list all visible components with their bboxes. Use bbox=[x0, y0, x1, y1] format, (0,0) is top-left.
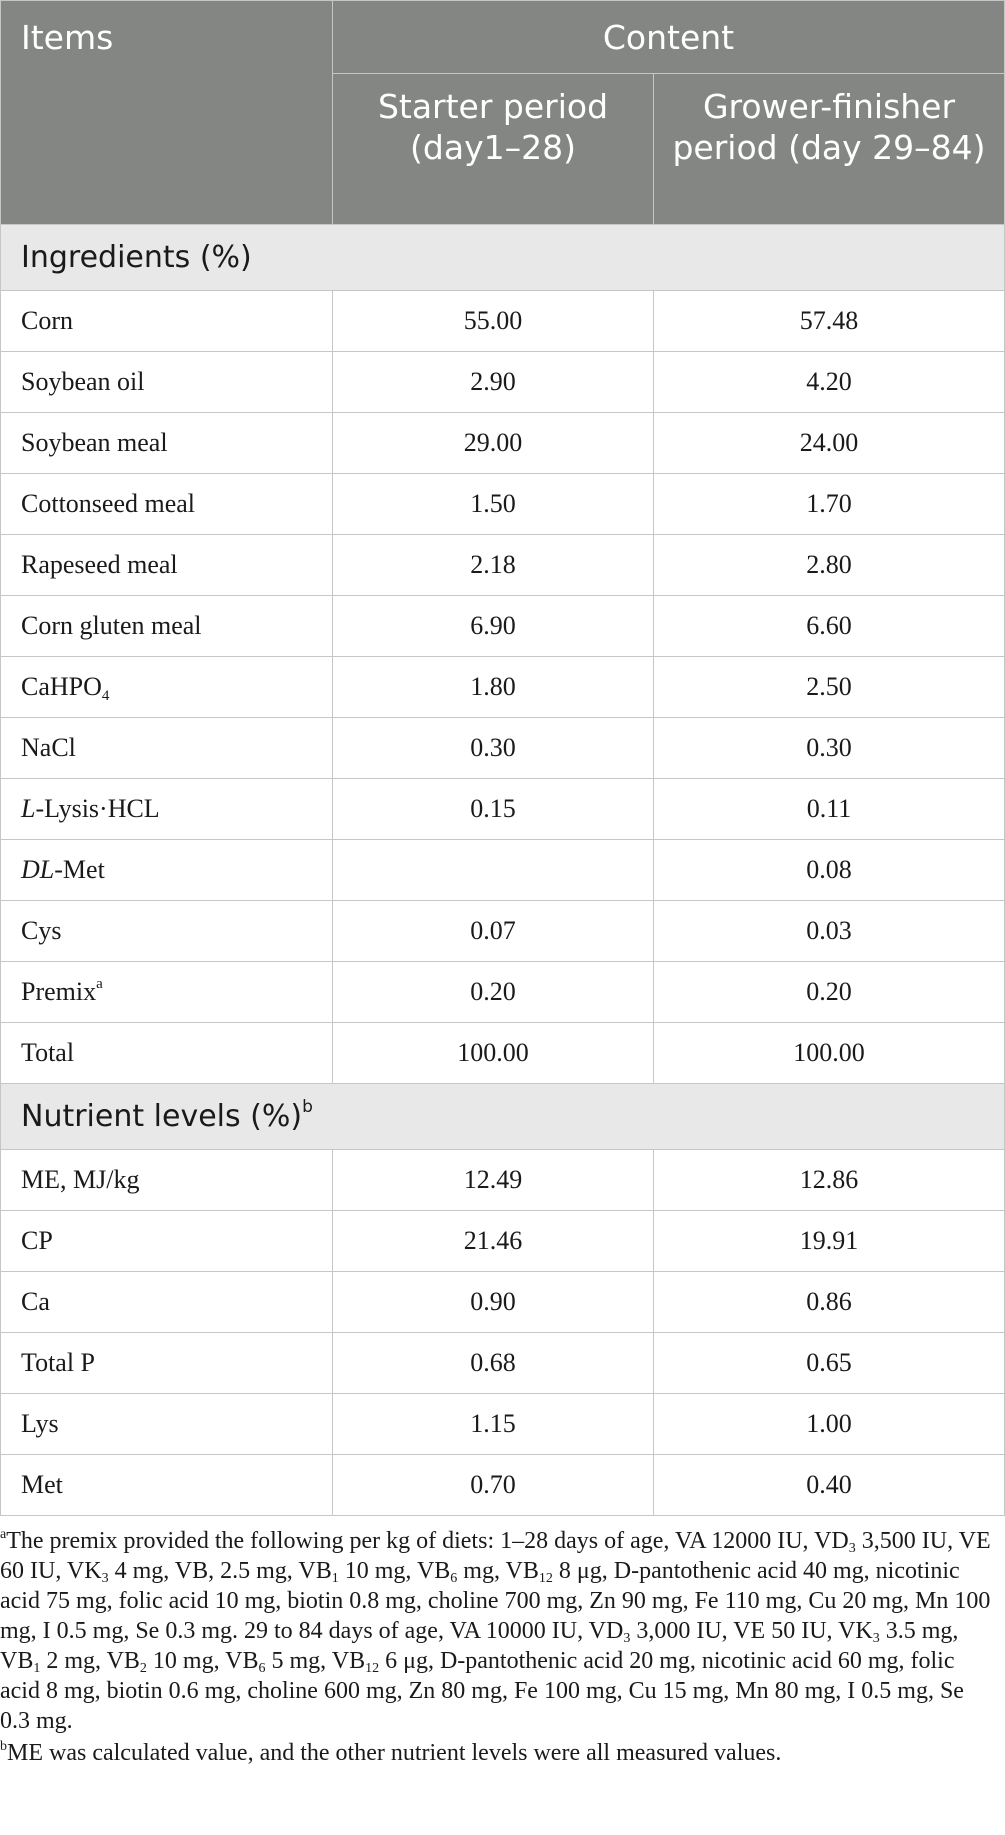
starter-value-cell: 1.50 bbox=[333, 474, 654, 535]
row-label: Soybean meal bbox=[1, 413, 333, 474]
grower-finisher-period-header: Grower-finisher period (day 29–84) bbox=[654, 74, 1005, 225]
starter-value-cell: 2.90 bbox=[333, 352, 654, 413]
items-column-header: Items bbox=[1, 1, 333, 225]
grower-value-cell: 2.50 bbox=[654, 657, 1005, 718]
table-row bbox=[1, 779, 1005, 840]
grower-value-cell: 0.40 bbox=[654, 1455, 1005, 1516]
starter-value-cell: 0.70 bbox=[333, 1455, 654, 1516]
footnote-b: $^b$ME was calculated value, and the other nutrient levels were all measured values. bbox=[0, 1739, 782, 1766]
starter-value-cell: 1.15 bbox=[333, 1394, 654, 1455]
table-row bbox=[1, 840, 1005, 901]
starter-value-cell: 1.80 bbox=[333, 657, 654, 718]
row-label: DL-Met bbox=[1, 840, 333, 901]
row-label: CP bbox=[1, 1211, 333, 1272]
table-row bbox=[1, 901, 1005, 962]
table-row bbox=[1, 1455, 1005, 1516]
table-row bbox=[1, 1333, 1005, 1394]
row-label: Met bbox=[1, 1455, 333, 1516]
grower-value-cell: 2.80 bbox=[654, 535, 1005, 596]
starter-value-cell: 0.30 bbox=[333, 718, 654, 779]
table-row bbox=[1, 1394, 1005, 1455]
row-label: ME, MJ/kg bbox=[1, 1150, 333, 1211]
grower-value-cell: 24.00 bbox=[654, 413, 1005, 474]
table-body bbox=[1, 225, 1005, 1516]
footnote-a-text: The premix provided the following per kg of diets: 1–28 days of age, VA 12000 IU, $VD_3$ 3,500 IU, VE 60 IU, $VK_3$ 4 mg, VB, 2.5 mg, $VB_1$ 10 mg, $VB_6$ mg, $VB_{12}$ 8 μg, D-pantothenic acid 40 mg, nicotinic acid 75 mg, folic acid 10 mg, biotin 0.8 mg, choline 700 mg, Zn 90 mg, Fe 110 mg, Cu 20 mg, Mn 100 mg, I 0.5 mg, Se 0.3 mg. 29 to 84 days of age, VA 10000 IU, $VD_3$ 3,000 IU, VE 50 IU, $VK_3$ 3.5 mg, $VB_1$ 2 mg, $VB_2$ 10 mg, $VB_6$ 5 mg, $VB_{12}$ 6 μg, D-pantothenic acid 20 mg, nicotinic acid 60 mg, folic acid 8 mg, biotin 0.6 mg, choline 600 mg, Zn 80 mg, Fe 100 mg, Cu 15 mg, Mn 80 mg, I 0.5 mg, Se 0.3 mg. bbox=[0, 1528, 991, 1734]
grower-value-cell: 0.20 bbox=[654, 962, 1005, 1023]
row-label: Total P bbox=[1, 1333, 333, 1394]
row-label: NaCl bbox=[1, 718, 333, 779]
row-label: Premix$^a$ bbox=[1, 962, 333, 1023]
table-row bbox=[1, 657, 1005, 718]
starter-value-cell: 2.18 bbox=[333, 535, 654, 596]
table-row bbox=[1, 535, 1005, 596]
grower-value-cell: 19.91 bbox=[654, 1211, 1005, 1272]
table-row bbox=[1, 291, 1005, 352]
row-label: Lys bbox=[1, 1394, 333, 1455]
grower-value-cell: 0.08 bbox=[654, 840, 1005, 901]
grower-value-cell: 57.48 bbox=[654, 291, 1005, 352]
starter-value-cell: 0.15 bbox=[333, 779, 654, 840]
starter-value-cell: 29.00 bbox=[333, 413, 654, 474]
starter-value-cell: 0.90 bbox=[333, 1272, 654, 1333]
grower-value-cell: 6.60 bbox=[654, 596, 1005, 657]
ingredients-section-title: Ingredients (%) bbox=[1, 225, 1005, 291]
row-label: Corn bbox=[1, 291, 333, 352]
row-label: Cys bbox=[1, 901, 333, 962]
table-footnotes bbox=[0, 1516, 1005, 1768]
starter-value-cell: 0.20 bbox=[333, 962, 654, 1023]
table-row bbox=[1, 718, 1005, 779]
grower-value-cell: 0.65 bbox=[654, 1333, 1005, 1394]
footnote-a: $^a$The premix provided the following per kg of diets: 1–28 days of age, VA 12000 IU, $VD_3$ 3,500 IU, VE 60 IU, $VK_3$ 4 mg, VB, 2.5 mg, $VB_1$ 10 mg, $VB_6$ mg, $VB_{12}$ 8 μg, D-pantothenic acid 40 mg, nicotinic acid 75 mg, folic acid 10 mg, biotin 0.8 mg, choline 700 mg, Zn 90 mg, Fe 110 mg, Cu 20 mg, Mn 100 mg, I 0.5 mg, Se 0.3 mg. 29 to 84 days of age, VA 10000 IU, $VD_3$ 3,000 IU, VE 50 IU, $VK_3$ 3.5 mg, $VB_1$ 2 mg, $VB_2$ 10 mg, $VB_6$ 5 mg, $VB_{12}$ 6 μg, D-pantothenic acid 20 mg, nicotinic acid 60 mg, folic acid 8 mg, biotin 0.6 mg, choline 600 mg, Zn 80 mg, Fe 100 mg, Cu 15 mg, Mn 80 mg, I 0.5 mg, Se 0.3 mg. bbox=[0, 1527, 991, 1734]
starter-value-cell: 21.46 bbox=[333, 1211, 654, 1272]
table-row bbox=[1, 352, 1005, 413]
row-label: Rapeseed meal bbox=[1, 535, 333, 596]
table-row bbox=[1, 1150, 1005, 1211]
grower-value-cell: 100.00 bbox=[654, 1023, 1005, 1084]
content-column-header: Content bbox=[333, 1, 1005, 74]
starter-value-cell: 12.49 bbox=[333, 1150, 654, 1211]
grower-value-cell: 1.00 bbox=[654, 1394, 1005, 1455]
starter-period-header: Starter period (day1–28) bbox=[333, 74, 654, 225]
footnote-b-text: ME was calculated value, and the other nutrient levels were all measured values. bbox=[7, 1740, 782, 1766]
grower-value-cell: 0.03 bbox=[654, 901, 1005, 962]
table-row bbox=[1, 1023, 1005, 1084]
starter-value-cell: 0.68 bbox=[333, 1333, 654, 1394]
grower-value-cell: 12.86 bbox=[654, 1150, 1005, 1211]
row-label: Cottonseed meal bbox=[1, 474, 333, 535]
row-label: Total bbox=[1, 1023, 333, 1084]
ingredients-section-row bbox=[1, 225, 1005, 291]
starter-value-cell: 55.00 bbox=[333, 291, 654, 352]
row-label: Soybean oil bbox=[1, 352, 333, 413]
table-row bbox=[1, 413, 1005, 474]
row-label: Corn gluten meal bbox=[1, 596, 333, 657]
starter-value-cell: 6.90 bbox=[333, 596, 654, 657]
table-row bbox=[1, 1211, 1005, 1272]
starter-value-cell: 100.00 bbox=[333, 1023, 654, 1084]
grower-value-cell: 0.86 bbox=[654, 1272, 1005, 1333]
row-label: CaHPO$_4$ bbox=[1, 657, 333, 718]
table-row bbox=[1, 962, 1005, 1023]
starter-value-cell bbox=[333, 840, 654, 901]
table-row bbox=[1, 596, 1005, 657]
starter-value-cell: 0.07 bbox=[333, 901, 654, 962]
grower-value-cell: 0.11 bbox=[654, 779, 1005, 840]
grower-value-cell: 0.30 bbox=[654, 718, 1005, 779]
table-row bbox=[1, 474, 1005, 535]
grower-value-cell: 4.20 bbox=[654, 352, 1005, 413]
nutrients-section-title: Nutrient levels (%)$^b$ bbox=[1, 1084, 1005, 1150]
grower-value-cell: 1.70 bbox=[654, 474, 1005, 535]
row-label: Ca bbox=[1, 1272, 333, 1333]
nutrients-section-row bbox=[1, 1084, 1005, 1150]
row-label: L-Lysis·HCL bbox=[1, 779, 333, 840]
table-row bbox=[1, 1272, 1005, 1333]
